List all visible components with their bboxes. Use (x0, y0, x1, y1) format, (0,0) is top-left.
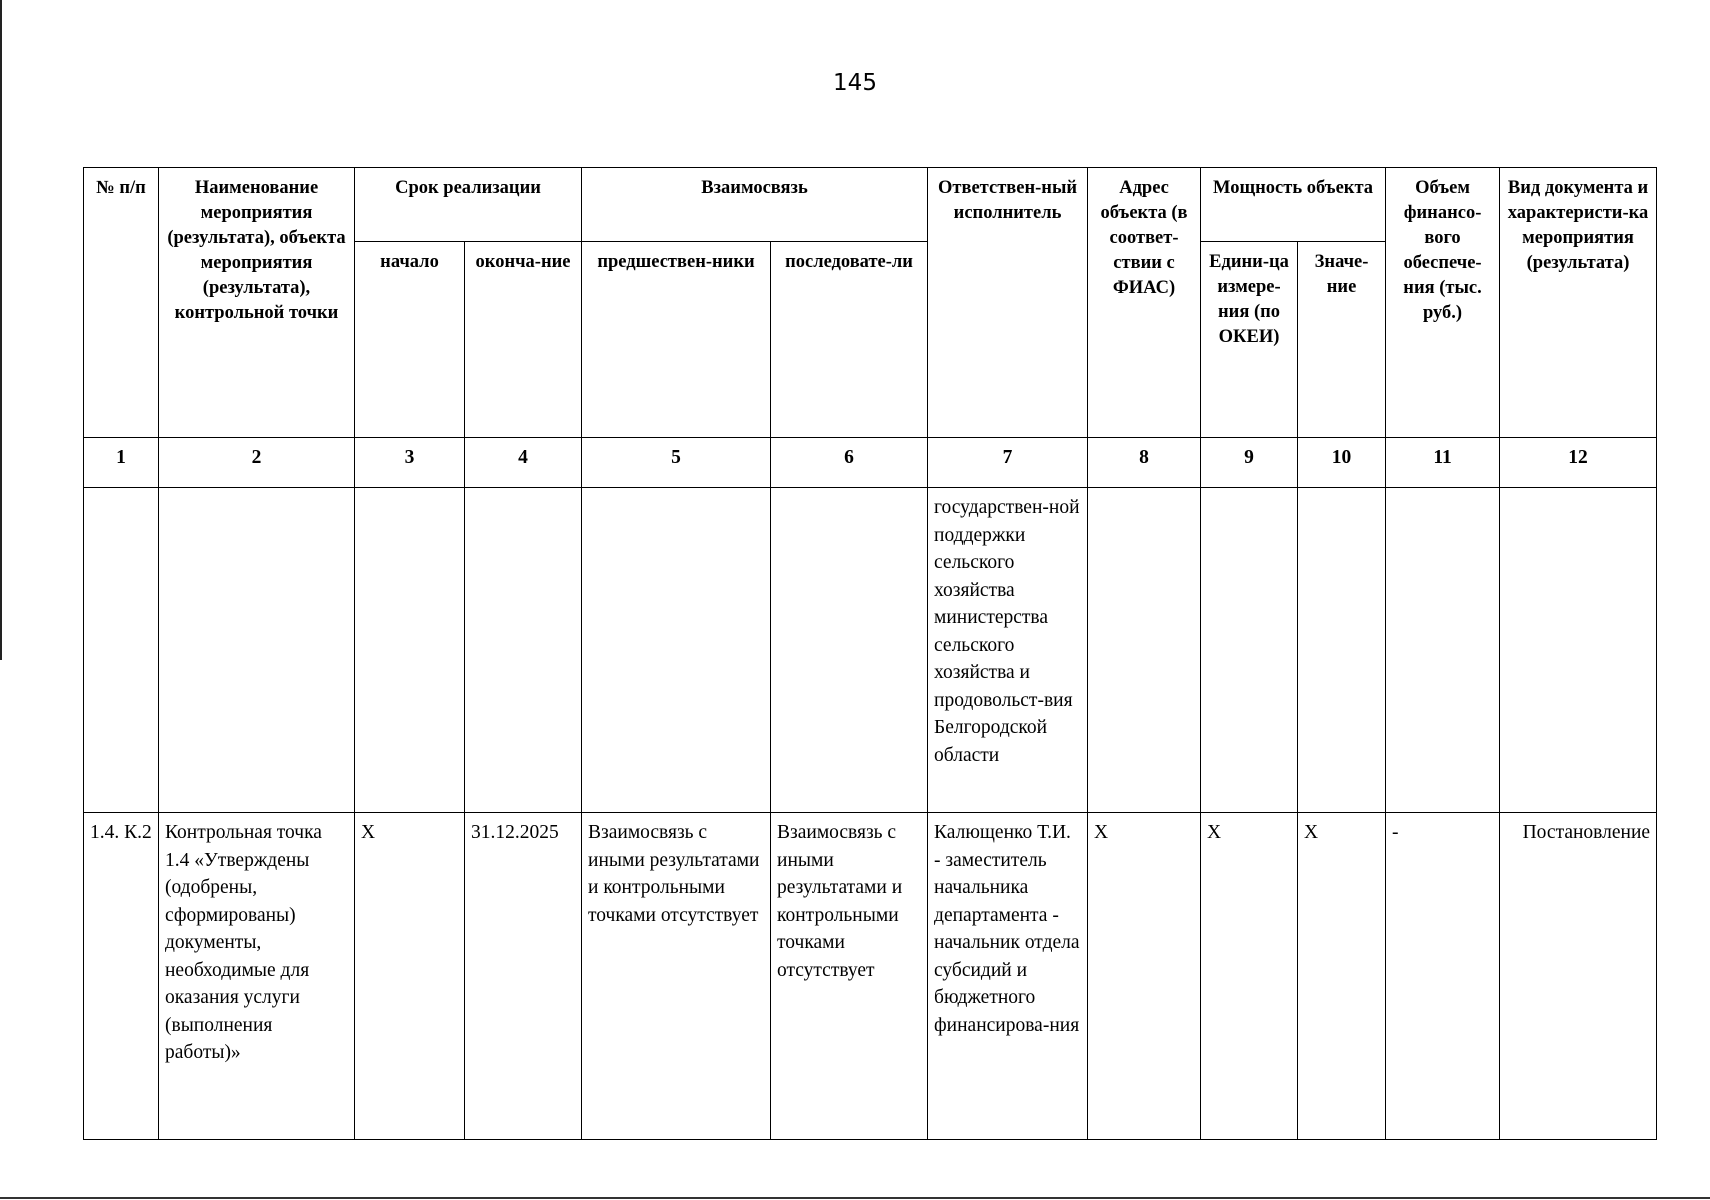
plan-table (83, 167, 1657, 1140)
header-group-term: Срок реализации (355, 168, 582, 242)
header-col-name: Наименование мероприятия (результата), объекта мероприятия (результата), контрольной точки (159, 168, 355, 438)
cell-finance: - (1386, 813, 1500, 1140)
cell-document: Постановление (1500, 813, 1657, 1140)
header-col-successors: последовате-ли (771, 242, 928, 438)
header-col-document: Вид документа и характеристи-ка мероприятия (результата) (1500, 168, 1657, 438)
cell-start (355, 488, 465, 813)
cell-address: Х (1088, 813, 1201, 1140)
table-row (84, 488, 1657, 813)
column-number: 6 (771, 438, 928, 488)
cell-finance (1386, 488, 1500, 813)
header-col-value: Значе-ние (1298, 242, 1386, 438)
cell-successors (771, 488, 928, 813)
column-number: 1 (84, 438, 159, 488)
cell-responsible: государствен-ной поддержки сельского хозяйства министерства сельского хозяйства и продовольст-вия Белгородской области (928, 488, 1088, 813)
cell-number (84, 488, 159, 813)
cell-successors: Взаимосвязь с иными результатами и контрольными точками отсутствует (771, 813, 928, 1140)
cell-name (159, 488, 355, 813)
column-number: 5 (582, 438, 771, 488)
header-col-end: оконча-ние (465, 242, 582, 438)
cell-number: 1.4. К.2 (84, 813, 159, 1140)
header-col-finance: Объем финансо-вого обеспече-ния (тыс. руб.) (1386, 168, 1500, 438)
column-number: 4 (465, 438, 582, 488)
cell-responsible: Калющенко Т.И. - заместитель начальника департамента - начальник отдела субсидий и бюджетного финансирова-ния (928, 813, 1088, 1140)
header-col-unit: Едини-ца измере-ния (по ОКЕИ) (1201, 242, 1298, 438)
table-row (84, 813, 1657, 1140)
cell-end (465, 488, 582, 813)
column-number: 12 (1500, 438, 1657, 488)
cell-unit: Х (1201, 813, 1298, 1140)
column-number: 11 (1386, 438, 1500, 488)
header-col-predecessors: предшествен-ники (582, 242, 771, 438)
header-col-number: № п/п (84, 168, 159, 438)
column-number: 10 (1298, 438, 1386, 488)
header-row-1 (84, 168, 1657, 242)
column-number: 8 (1088, 438, 1201, 488)
cell-name: Контрольная точка 1.4 «Утверждены (одобрены, сформированы) документы, необходимые для оказания услуги (выполнения работы)» (159, 813, 355, 1140)
cell-predecessors: Взаимосвязь с иными результатами и контрольными точками отсутствует (582, 813, 771, 1140)
header-col-responsible: Ответствен-ный исполнитель (928, 168, 1088, 438)
cell-value (1298, 488, 1386, 813)
scan-edge-left (0, 0, 2, 660)
cell-address (1088, 488, 1201, 813)
column-number: 9 (1201, 438, 1298, 488)
cell-document (1500, 488, 1657, 813)
scan-edge-bottom (0, 1197, 1710, 1199)
column-number-row (84, 438, 1657, 488)
cell-end: 31.12.2025 (465, 813, 582, 1140)
column-number: 7 (928, 438, 1088, 488)
header-col-address: Адрес объекта (в соответ-ствии с ФИАС) (1088, 168, 1201, 438)
page-number: 145 (833, 70, 877, 96)
header-group-power: Мощность объекта (1201, 168, 1386, 242)
header-col-start: начало (355, 242, 465, 438)
header-group-link: Взаимосвязь (582, 168, 928, 242)
cell-unit (1201, 488, 1298, 813)
column-number: 2 (159, 438, 355, 488)
cell-start: Х (355, 813, 465, 1140)
cell-predecessors (582, 488, 771, 813)
cell-value: Х (1298, 813, 1386, 1140)
column-number: 3 (355, 438, 465, 488)
